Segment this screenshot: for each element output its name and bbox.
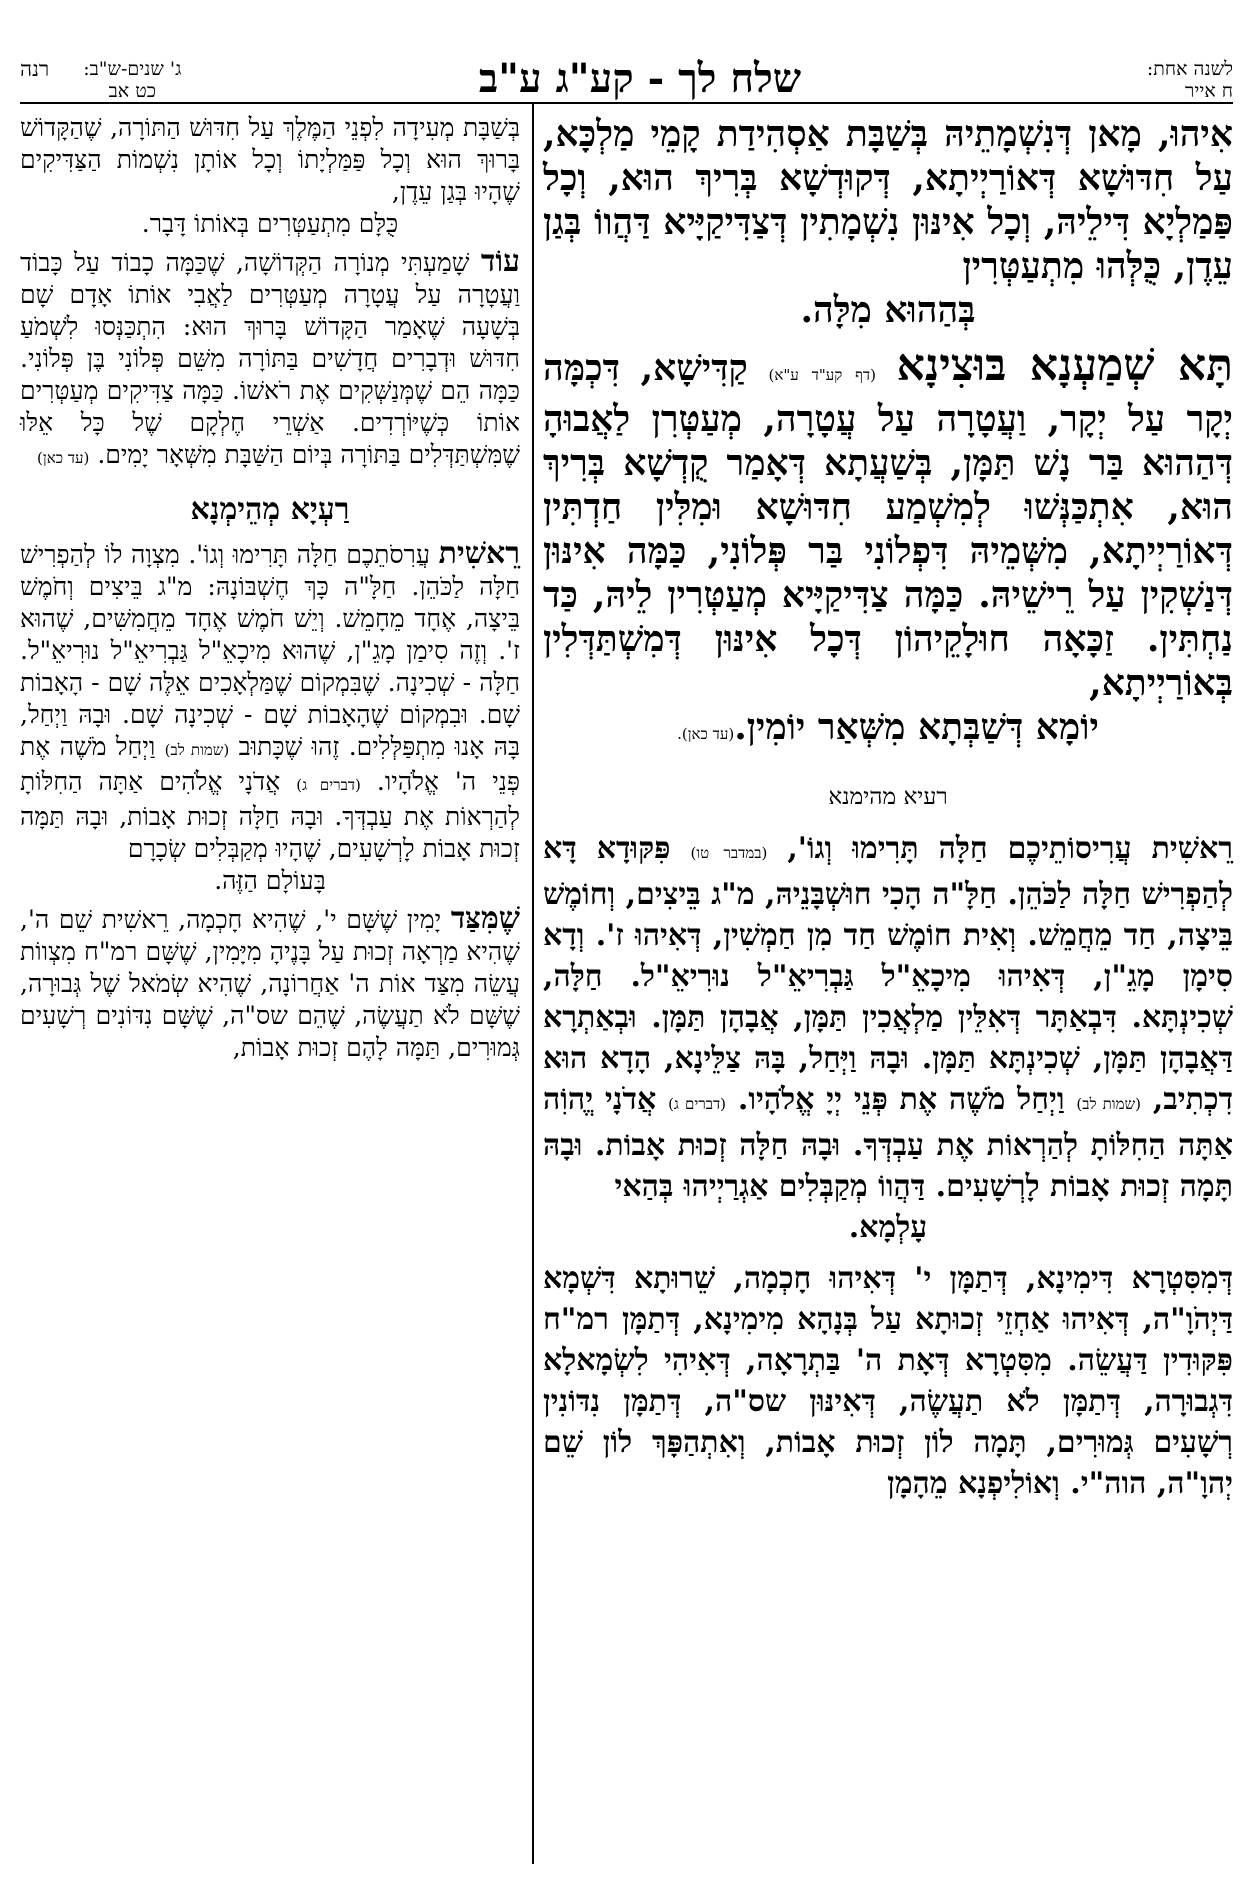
side-text: אֲדֹנָי אֱלֹהִים אַתָּה הַחִלּוֹתָ לְהַרְאוֹת אֶת עַבְדְּךָ. וּבָהּ חַלָּה זְכוּת אָבוֹת, וּבָהּ תַּמָּה זְכוּת אָבוֹת לָרְשָׁעִים, שֶׁהָיוּ מְקַבְּלִים שְׂכָרָם [20, 767, 520, 863]
end-note: (עד כאן). [677, 725, 735, 743]
page-reference: (דף קע"ד ע"א) [768, 366, 876, 384]
main-text: אֲדֹנָי יֱהוִֹה אַתָּה הַחִלּוֹתָ לְהַרְאוֹת אֶת עַבְדְּךָ. וּבָהּ חַלָּה זְכוּת אָבוֹת. וּבָהּ תָּמָה זְכוּת אָבוֹת לָרְשָׁעִים. דַּהֲווֹ מְקַבְּלִים אַגְרַיְיהוּ בְּהַאי [543, 1082, 1233, 1204]
translation-column [20, 112, 520, 1064]
header-date-left: כט אב [108, 80, 157, 102]
verse-reference: (שמות לב) [164, 741, 230, 759]
verse-reference: (שמות לב) [1076, 1095, 1141, 1113]
side-paragraph-1: בְּשַׁבָּת מְעִידָה לִפְנֵי הַמֶּלֶךְ עַל חִדּוּשׁ הַתּוֹרָה, שֶׁהַקָּדוֹשׁ בָּרוּךְ הוּא וְכָל פַּמַּלְיָתוֹ וְכָל אוֹתָן נִשְׁמוֹת הַצַּדִּיקִים שֶׁהָיוּ בְּגַן עֵדֶן, [20, 113, 520, 206]
main-paragraph-3-end: עָלְמָא. [848, 1210, 928, 1245]
side-text: יָמִין שֶׁשָּׁם י', שֶׁהִיא חָכְמָה, רֵאשִׁית שֵׁם ה', שֶׁהִיא מַרְאָה זְכוּת עַל בָּנֶיהָ מִיָּמִין, שֶׁשָּׁם רמ"ח מִצְווֹת עֲשֵׂה מִצַּד אוֹת ה' אַחֲרוֹנָה, שֶׁהִיא שְׂמֹאל שֶׁל גְּבוּרָה, שֶׁשָּׁם לֹא תַעֲשֶׂה, שֶׁהֵם שס"ה, שֶׁשָּׁם נִדּוֹנִים רְשָׁעִים גְּמוּרִים, תַּמָּה לָהֶם זְכוּת אָבוֹת, [20, 905, 520, 1062]
side-lead-word: עוֹד [480, 244, 521, 279]
main-text: פִּקּוּדָא דָּא לְהַפְרִישׁ חַלָּה לַכֹּהֵן. חַלָּ"ה הָכִי חוּשְׁבָּנֵיהּ, מ"ג בֵּיצִים, וְחוֹמֶשׁ בֵּיצָה, חַד מֵחֲמֵשׁ. וְאִית חוֹמֶשׁ חַד מִן חַמְשִׁין, דְּאִיהוּ ז'. וְדָא סִימָן מָגֵ"ן, דְּאִיהוּ מִיכָאֵ"ל גַּבְרִיאֵ"ל נוּרִיאֵ"ל. חַלָּה, שְׁכִינְתָּא. דִּבְאַתָּר דְּאִלֵּין מַלְאֲכִין תַּמָּן, אֲבָהָן תַּמָּן. וּבְאַתְרָא דַּאֲבָהָן תַּמָּן, שְׁכִינְתָּא תַּמָּן. וּבָהּ וַיְּחַל, בָּהּ צַלֵּינָא, הָדָא הוּא דִכְתִיב, [543, 831, 1233, 1117]
side-paragraph-3 [20, 538, 520, 865]
header-cycle-label: ג' שנים-ש"ב: [83, 58, 182, 80]
main-paragraph-2-end [543, 705, 1233, 756]
header-date-right: ח אייר [1185, 80, 1233, 102]
page-number: רנה [20, 57, 50, 81]
side-lead-word: רֵאשִׁית [438, 536, 520, 571]
header-left [20, 58, 181, 102]
side-text: שָׁמַעְתִּי מְנוֹרָה הַקְּדוֹשָׁה, שֶׁכַּמָּה כָבוֹד עַל כָּבוֹד וַעֲטָרָה עַל עֲטָרָה מְעַטְּרִים לַאֲבִי אוֹתוֹ אָדָם שָׁם בְּשָׁעָה שֶׁאָמַר הַקָּדוֹשׁ בָּרוּךְ הוּא: הִתְכַּנְּסוּ לִשְׁמֹעַ חִדּוּשׁ וּדְבָרִים חֲדָשִׁים בַּתּוֹרָה מִשֵּׁם פְּלוֹנִי בֶּן פְּלוֹנִי. כַּמָּה הֵם שֶׁמְּנַשְּׁקִים אֶת רֹאשׁוֹ. כַּמָּה צַדִּיקִים מְעַטְּרִים אוֹתוֹ כְּשֶׁיּוֹרְדִים. אַשְׁרֵי חֶלְקָם שֶׁל כָּל אֵלּוּ שֶׁמִּשְׁתַּדְּלִים בַּתּוֹרָה בְּיוֹם הַשַּׁבָּת מִשְּׁאָר יָמִים. [20, 248, 520, 469]
section-heading-raaya-side: רַעְיָא מְהֵימְנָא [190, 492, 350, 527]
side-lead-word: שֶׁמִּצַּד [450, 901, 520, 936]
main-column [543, 112, 1233, 1504]
main-paragraph-3 [543, 828, 1233, 1207]
side-text: עֲרִסֹתֵכֶם חַלָּה תָּרִימוּ וְגוֹ'. מִצְוָה לוֹ לְהַפְרִישׁ חַלָּה לַכֹּהֵן. חַלָּ"ה כָּךְ חֶשְׁבּוֹנָהּ: מ"ג בֵּיצִים וְחֹמֶשׁ בֵּיצָה, אֶחָד מֵחָמֵשׁ. וְיֵשׁ חֹמֶשׁ אֶחָד מֵחֲמִשִּׁים, שֶׁהוּא ז'. וְזֶה סִימַן מָגֵ"ן, שֶׁהוּא מִיכָאֵ"ל גַּבְרִיאֵ"ל נוּרִיאֵ"ל. חַלָּה - שְׁכִינָה. שֶׁבִּמְקוֹם שֶׁמַּלְאָכִים אֵלֶּה שָׁם - הָאָבוֹת שָׁם. וּבִמְקוֹם שֶׁהָאָבוֹת שָׁם - שְׁכִינָה שָׁם. וּבָהּ וַיְחַל, בָּהּ אָנוּ מִתְפַּלְּלִים. זֶהוּ שֶׁכָּתוּב [20, 540, 521, 761]
section-heading-raaya: רעיא מהימנא [828, 784, 948, 810]
main-lead-word: דְּמִסִּטְרָא [1131, 1261, 1234, 1296]
header-cycle-three-years [83, 58, 181, 102]
side-paragraph-4 [20, 903, 520, 1064]
main-text: עֲרִיסוֹתֵיכֶם חַלָּה תָּרִימוּ וְגוֹ', [787, 831, 1132, 866]
main-lead-word: רֵאשִׁית [1151, 831, 1233, 866]
verse-reference: (דברים ג) [296, 776, 361, 794]
main-paragraph-1-end: בְּהַהוּא מִלָּה. [800, 289, 976, 331]
page-header [20, 56, 1233, 102]
header-cycle-one-year: לשנה אחת: [1146, 58, 1233, 80]
side-text: וַיְחַל מֹשֶׁה אֶת פְּנֵי ה' אֱלֹהָיו. [20, 732, 521, 796]
main-text: אִיהוּ, מָאן דְּנִשְׁמָתֵיהּ בְּשַׁבָּת אַסְהִידַת קָמֵי מַלְכָּא, עַל חִדּוּשָׁא דְּאוֹרַיְיתָא, דְּקוּדְשָׁא בְּרִיךְ הוּא, וְכָל פַּמַלְיָא דִּילֵיהּ, וְכָל אִינּוּן נִשְׁמָתִין דְּצַדִּיקַיָּיא דַּהֲווֹ בְּגַן עֵדֶן, כֻּלְּהוּ מִתְעַטְּרִין [543, 113, 1233, 287]
side-paragraph-1-end: כֻּלָּם מִתְעַטְּרִים בְּאוֹתוֹ דָּבָר. [141, 209, 399, 238]
main-text: קַדִּישָׁא, דִּכְמָּה יְקָר עַל יְקָר, וַעֲטָרָה עַל עֲטָרָה, מְעַטְּרִן לַאֲבוּהָ דְּהַהוּא בַּר נָשׁ תַּמָּן, בְּשַׁעֲתָא דְּאָמַר קֻדְשָׁא בְּרִיךְ הוּא, אִתְכַּנְּשׁוּ לְמִשְׁמַע חִדּוּשָׁא וּמִלִּין חַדְתִּין דְּאוֹרַיְיתָא, מִשְּׁמֵיהּ דִּפְלוֹנִי בַּר פְּלוֹנִי, כַּמָּה אִינּוּן דְּנַשְׁקִין עַל רֵישֵׁיהּ. כַּמָּה צַדִּיקַיָּיא מְעַטְּרִין לֵיהּ, כַּד נַחְתִּין. זַכָּאָה חוּלָקֵיהוֹן דְּכָל אִינּוּן דְּמִשְׁתַּדְּלִין בְּאוֹרַיְיתָא, [543, 347, 1233, 704]
main-paragraph-4 [543, 1258, 1233, 1504]
main-text: יוֹמָא דְּשַׁבְּתָא מִשְּׁאַר יוֹמִין. [734, 706, 1099, 748]
header-divider [20, 102, 1233, 104]
side-paragraph-2 [20, 246, 520, 474]
page-title: שלח לך - קע"ג ע"ב [478, 55, 802, 102]
main-paragraph-2 [543, 340, 1233, 705]
verse-reference: (דברים ג) [668, 1095, 727, 1113]
main-text: וַיְחַל מֹשֶׁה אֶת פְּנֵי יְיָ אֱלֹהָיו. [737, 1082, 1065, 1117]
main-text: דִּימִינָא, דְּתַמָּן י' דְּאִיהוּ חָכְמָה, שֵׁרוּתָא דִּשְׁמָא דַּיְהֹוָ"ה, דְּאִיהוּ אַחְזֵי זְכוּתָא עַל בְּנָהָא מִימִינָא, דְּתַמָּן רמ"ח פִּקּוּדִין דַּעֲשֵׂה. מִסִּטְרָא דְּאָת ה' בַּתְרָאָה, דְּאִיהִי לִשְׂמָאלָא דִּגְבוּרָה, דְּתַמָּן לֹא תַעֲשֶׂה, דְּאִינּוּן שס"ה, דְּתַמָּן נִדּוֹנִין רְשָׁעִים גְּמוּרִים, תָּמָה לוֹן זְכוּת אָבוֹת, וְאִתְהַפָּךְ לוֹן שֵׁם יְהוָ"ה, הוה"י. וְאוֹלִיפְנָא מֵהָמָן [543, 1261, 1233, 1501]
main-paragraph-1 [543, 112, 1233, 288]
main-lead-word: תָּא שְׁמַעְנָא בּוּצִינָא [896, 340, 1233, 391]
verse-reference: (במדבר טו) [690, 844, 768, 862]
side-paragraph-3-end: בָּעוֹלָם הַזֶּה. [214, 866, 326, 895]
column-divider [532, 104, 534, 1864]
end-note: (עד כאן) [37, 449, 90, 467]
header-right [1147, 58, 1233, 102]
